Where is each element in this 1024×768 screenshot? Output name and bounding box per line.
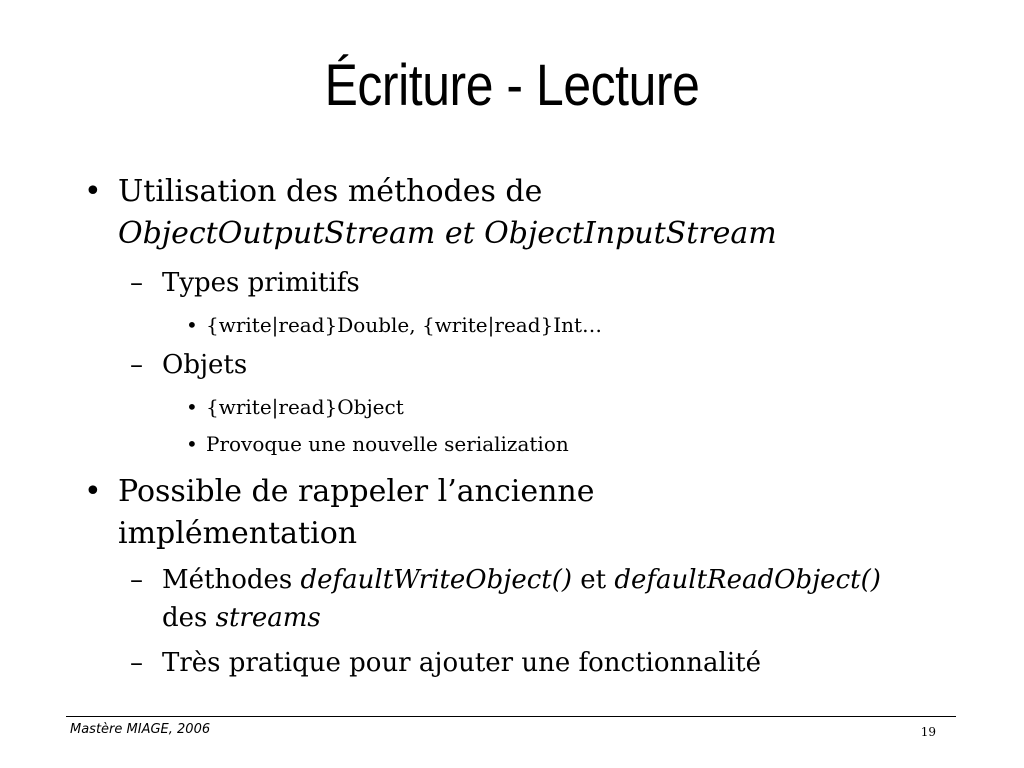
footer-rule bbox=[66, 716, 956, 717]
text-methodes: Méthodes bbox=[162, 565, 301, 595]
sub-item-objets: Objets bbox=[162, 350, 248, 380]
sub-item-default-methods-line-2 bbox=[162, 601, 321, 635]
text-et: et bbox=[572, 565, 615, 595]
sub-item-types-primitifs: Types primitifs bbox=[162, 268, 360, 298]
text-des: des bbox=[162, 603, 216, 633]
method-default-write-object: defaultWriteObject() bbox=[300, 565, 573, 595]
dash-marker: – bbox=[130, 350, 143, 380]
term-streams: streams bbox=[215, 603, 321, 633]
method-default-read-object: defaultReadObject() bbox=[614, 565, 881, 595]
sub-item-default-methods bbox=[162, 563, 881, 597]
detail-item-new-serialization: Provoque une nouvelle serialization bbox=[206, 432, 569, 456]
footer-left-text: Mastère MIAGE, 2006 bbox=[70, 722, 211, 737]
dash-marker: – bbox=[130, 648, 143, 678]
detail-item-object-methods: {write|read}Object bbox=[206, 395, 404, 419]
bullet-1-line-2: ObjectOutputStream et ObjectInputStream bbox=[118, 216, 777, 251]
bullet-marker: • bbox=[84, 474, 102, 509]
bullet-1-line-1: Utilisation des méthodes de bbox=[118, 174, 543, 209]
slide-title: Écriture - Lecture bbox=[324, 53, 700, 118]
bullet-2-line-1: Possible de rappeler l’ancienne bbox=[118, 474, 595, 509]
dash-marker: – bbox=[130, 268, 143, 298]
detail-item-primitive-methods: {write|read}Double, {write|read}Int… bbox=[206, 313, 603, 337]
small-bullet-marker: • bbox=[186, 313, 198, 337]
dash-marker: – bbox=[130, 565, 143, 595]
page-number: 19 bbox=[920, 725, 936, 739]
sub-item-practical: Très pratique pour ajouter une fonctionnalité bbox=[162, 648, 761, 678]
bullet-2-line-2: implémentation bbox=[118, 516, 358, 551]
small-bullet-marker: • bbox=[186, 395, 198, 419]
bullet-marker: • bbox=[84, 174, 102, 209]
small-bullet-marker: • bbox=[186, 432, 198, 456]
